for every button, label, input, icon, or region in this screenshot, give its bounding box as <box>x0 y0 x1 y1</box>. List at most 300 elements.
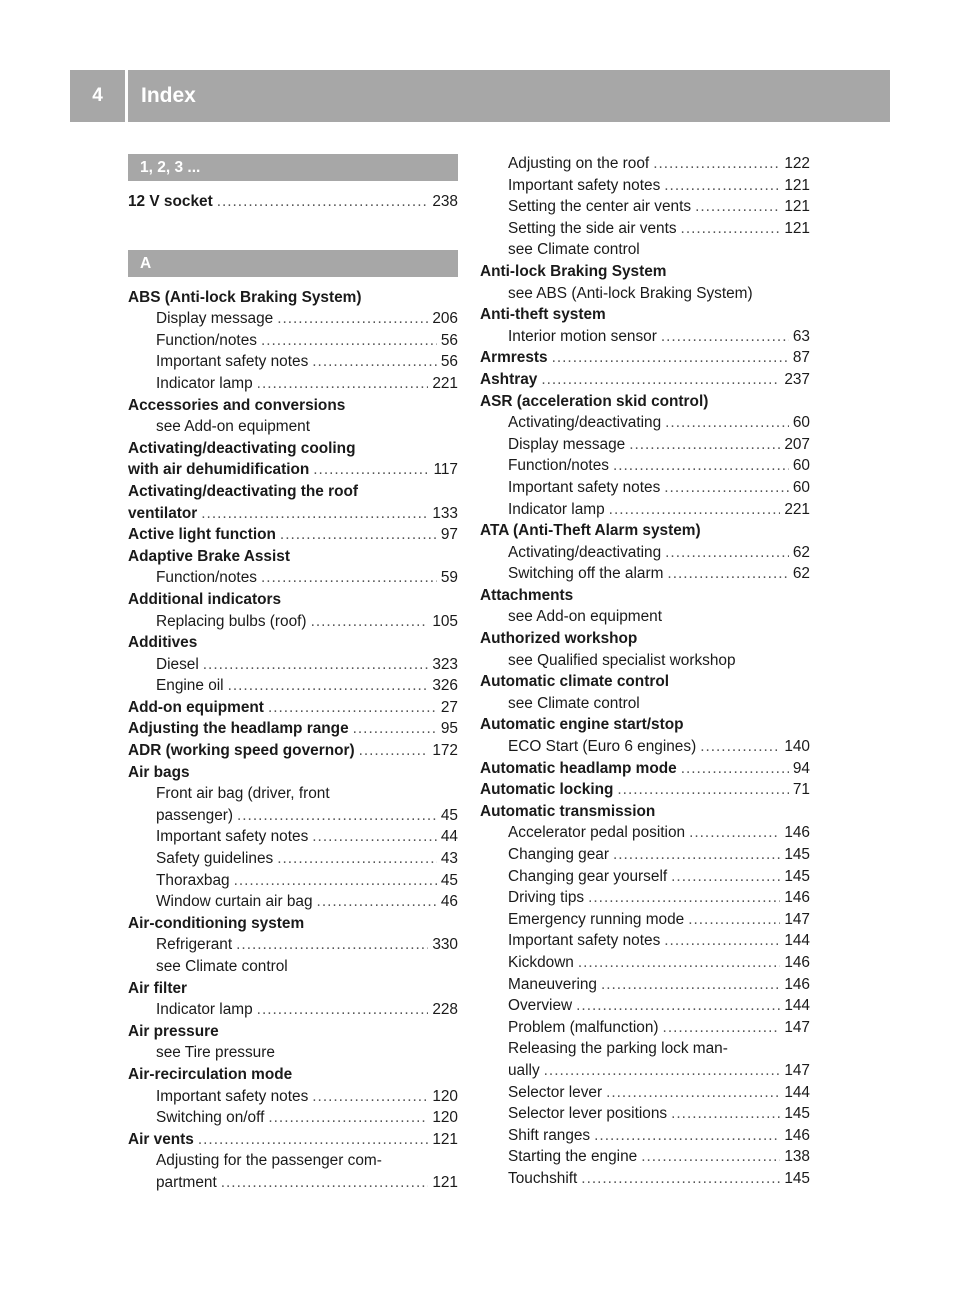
index-entry <box>128 524 458 546</box>
index-entry <box>480 628 810 650</box>
page-reference: 237 <box>784 370 810 388</box>
index-subentry <box>480 499 810 521</box>
dot-leader <box>606 1082 780 1104</box>
index-subentry <box>128 999 458 1021</box>
index-subentry <box>480 412 810 434</box>
entry-text: Shift ranges <box>508 1126 591 1144</box>
entry-text: see Add-on equipment <box>508 608 663 626</box>
entry-text: see Add-on equipment <box>156 418 311 436</box>
page-reference: 60 <box>792 414 810 432</box>
entry-text: Starting the engine <box>508 1148 638 1166</box>
entry-text: Important safety notes <box>508 932 661 950</box>
entry-text: Armrests <box>480 349 548 367</box>
index-subentry <box>480 1168 810 1190</box>
entry-text: Anti-lock Braking System <box>480 262 667 280</box>
page-reference: 120 <box>432 1109 458 1127</box>
entry-text: 12 V socket <box>128 193 213 210</box>
entry-text: Automatic climate control <box>480 673 669 691</box>
header-divider <box>125 70 128 122</box>
entry-text: Maneuvering <box>508 975 597 993</box>
entry-text: Automatic engine start/stop <box>480 716 684 734</box>
page-reference: 145 <box>784 1169 810 1187</box>
page-reference: 146 <box>784 889 810 907</box>
index-entry <box>128 740 458 762</box>
entry-text: ATA (Anti-Theft Alarm system) <box>480 522 701 540</box>
index-subentry <box>128 330 458 352</box>
entry-text: Safety guidelines <box>156 850 274 868</box>
index-entry <box>480 261 810 283</box>
index-subentry <box>480 1146 810 1168</box>
page-reference: 140 <box>784 738 810 756</box>
dot-leader <box>313 459 429 481</box>
index-subentry <box>480 1060 810 1082</box>
dot-leader <box>695 196 780 218</box>
entry-text: ASR (acceleration skid control) <box>480 392 709 410</box>
dot-leader <box>257 999 429 1021</box>
page-reference: 62 <box>792 543 810 561</box>
index-entry <box>128 438 458 460</box>
dot-leader <box>201 503 428 525</box>
index-entry <box>480 585 810 607</box>
index-entry <box>480 347 810 369</box>
page-reference: 144 <box>784 932 810 950</box>
dot-leader <box>664 175 780 197</box>
dot-leader <box>576 995 780 1017</box>
entry-text: Ashtray <box>480 370 538 388</box>
entry-text: Diesel <box>156 655 199 673</box>
dot-leader <box>613 844 780 866</box>
index-entry <box>480 391 810 413</box>
entry-text: Indicator lamp <box>156 1001 253 1019</box>
index-subentry <box>480 239 810 261</box>
dot-leader <box>688 909 780 931</box>
dot-leader <box>617 779 788 801</box>
index-subentry <box>480 196 810 218</box>
page-reference: 60 <box>792 478 810 496</box>
index-subentry <box>128 805 458 827</box>
page-reference: 63 <box>792 327 810 345</box>
dot-leader <box>663 1017 781 1039</box>
entry-text: Selector lever <box>508 1083 603 1101</box>
page-reference: 330 <box>432 936 458 954</box>
page-reference: 133 <box>432 504 458 522</box>
entry-text: Activating/deactivating the roof <box>128 482 359 500</box>
page-reference: 94 <box>792 759 810 777</box>
index-subentry <box>480 887 810 909</box>
entry-text: Important safety notes <box>508 478 661 496</box>
index-subentry <box>480 1038 810 1060</box>
index-subentry <box>480 477 810 499</box>
entry-text: Thoraxbag <box>156 871 230 889</box>
dot-leader <box>544 1060 781 1082</box>
entry-text: Attachments <box>480 586 574 604</box>
index-subentry <box>480 866 810 888</box>
page-reference: 121 <box>784 198 810 216</box>
page-reference: 45 <box>440 806 458 824</box>
index-entry <box>480 779 810 801</box>
dot-leader <box>588 887 780 909</box>
page-reference: 44 <box>440 828 458 846</box>
page-reference: 59 <box>440 569 458 587</box>
entry-text: Air bags <box>128 763 190 781</box>
page-reference: 60 <box>792 457 810 475</box>
entry-text: ventilator <box>128 504 198 522</box>
page-reference: 147 <box>784 1018 810 1036</box>
entry-text: Automatic headlamp mode <box>480 759 677 777</box>
entry-text: Selector lever positions <box>508 1105 668 1123</box>
entry-text: Interior motion sensor <box>508 327 657 345</box>
dot-leader <box>661 326 789 348</box>
index-subentry <box>128 1150 458 1172</box>
page-reference: 45 <box>440 871 458 889</box>
entry-text: partment <box>156 1173 217 1191</box>
entry-text: see Tire pressure <box>156 1044 275 1062</box>
dot-leader <box>641 1146 780 1168</box>
index-subentry <box>480 736 810 758</box>
page-reference: 207 <box>784 435 810 453</box>
dot-leader <box>277 308 428 330</box>
page-reference: 95 <box>440 720 458 738</box>
dot-leader <box>671 866 780 888</box>
index-entry <box>128 481 458 503</box>
dot-leader <box>237 805 437 827</box>
index-entry <box>480 304 810 326</box>
index-subentry <box>128 826 458 848</box>
index-entry <box>128 191 458 213</box>
dot-leader <box>541 369 780 391</box>
entry-text: ADR (working speed governor) <box>128 742 355 760</box>
page-reference: 146 <box>784 824 810 842</box>
page-reference: 87 <box>792 349 810 367</box>
index-subentry <box>480 606 810 628</box>
page-reference: 120 <box>432 1087 458 1105</box>
index-subentry <box>480 326 810 348</box>
page-reference: 145 <box>784 1105 810 1123</box>
index-entry <box>128 589 458 611</box>
page-reference: 146 <box>784 975 810 993</box>
entry-text: ABS (Anti-lock Braking System) <box>128 288 362 306</box>
page-reference: 144 <box>784 997 810 1015</box>
dot-leader <box>257 373 429 395</box>
entry-text: Window curtain air bag <box>156 893 313 911</box>
index-entry <box>480 520 810 542</box>
page-reference: 238 <box>432 193 458 210</box>
index-entry <box>128 459 458 481</box>
entry-text: see Climate control <box>156 958 288 975</box>
index-subentry <box>480 1082 810 1104</box>
index-subentry <box>480 1103 810 1125</box>
index-entry <box>128 762 458 784</box>
page-reference: 121 <box>784 219 810 237</box>
index-subentry <box>480 952 810 974</box>
page-reference: 147 <box>784 910 810 928</box>
entry-text: Automatic locking <box>480 781 614 799</box>
index-subentry <box>480 693 810 715</box>
dot-leader <box>700 736 780 758</box>
index-entry <box>128 913 458 935</box>
entry-text: see ABS (Anti-lock Braking System) <box>508 284 753 302</box>
dot-leader <box>228 675 429 697</box>
index-entry <box>128 1021 458 1043</box>
index-entry <box>480 758 810 780</box>
page-reference: 43 <box>440 850 458 868</box>
index-subentry <box>128 675 458 697</box>
dot-leader <box>280 524 437 546</box>
index-subentry <box>480 844 810 866</box>
entry-text: Engine oil <box>156 677 224 695</box>
dot-leader <box>667 563 788 585</box>
index-subentry <box>480 650 810 672</box>
dot-leader <box>681 758 789 780</box>
entry-text: Switching off the alarm <box>508 565 664 583</box>
entry-text: Important safety notes <box>508 176 661 194</box>
entry-text: Active light function <box>128 526 276 544</box>
entry-text: Switching on/off <box>156 1109 265 1127</box>
page-reference: 56 <box>440 353 458 371</box>
entry-text: Important safety notes <box>156 828 309 846</box>
dot-leader <box>653 153 780 175</box>
dot-leader <box>236 934 428 956</box>
entry-text: Add-on equipment <box>128 698 264 716</box>
entry-text: Overview <box>508 997 573 1015</box>
page-reference: 323 <box>432 655 458 673</box>
index-subentry <box>480 455 810 477</box>
entry-text: Air-conditioning system <box>128 914 305 932</box>
entry-text: Accelerator pedal position <box>508 824 686 842</box>
section-header: 1, 2, 3 ... <box>128 154 458 181</box>
index-entry <box>480 671 810 693</box>
dot-leader <box>671 1103 780 1125</box>
page-reference: 326 <box>432 677 458 695</box>
entry-text: ually <box>508 1061 540 1079</box>
index-subentry <box>480 218 810 240</box>
index-subentry <box>480 1017 810 1039</box>
dot-leader <box>268 697 437 719</box>
dot-leader <box>613 455 789 477</box>
entry-text: see Qualified specialist workshop <box>508 651 736 669</box>
entry-text: Air vents <box>128 1130 194 1148</box>
page-reference: 146 <box>784 953 810 971</box>
index-subentry <box>128 1086 458 1108</box>
dot-leader <box>578 952 780 974</box>
entry-text: Touchshift <box>508 1169 578 1187</box>
entry-text: Replacing bulbs (roof) <box>156 612 307 630</box>
dot-leader <box>609 499 781 521</box>
index-subentry <box>128 416 458 438</box>
index-subentry <box>128 1042 458 1064</box>
index-subentry <box>128 848 458 870</box>
dot-leader <box>312 1086 428 1108</box>
dot-leader <box>581 1168 780 1190</box>
index-entry <box>480 369 810 391</box>
entry-text: Activating/deactivating <box>508 414 662 432</box>
entry-text: Authorized workshop <box>480 630 638 648</box>
entry-text: ECO Start (Euro 6 engines) <box>508 738 697 756</box>
dot-leader <box>203 654 429 676</box>
entry-text: see Climate control <box>508 694 640 712</box>
dot-leader <box>234 870 437 892</box>
entry-text: Front air bag (driver, front <box>156 785 330 803</box>
page-reference: 221 <box>784 500 810 518</box>
index-subentry <box>128 654 458 676</box>
entry-text: Kickdown <box>508 953 574 971</box>
dot-leader <box>552 347 789 369</box>
index-subentry <box>480 930 810 952</box>
entry-text: Problem (malfunction) <box>508 1018 659 1036</box>
dot-leader <box>359 740 429 762</box>
index-subentry <box>480 995 810 1017</box>
index-subentry <box>480 283 810 305</box>
page-reference: 121 <box>432 1130 458 1148</box>
index-subentry <box>128 351 458 373</box>
dot-leader <box>217 191 429 213</box>
entry-text: passenger) <box>156 806 233 824</box>
entry-text: Function/notes <box>508 457 609 475</box>
entry-text: Setting the side air vents <box>508 219 677 237</box>
index-subentry <box>128 1172 458 1194</box>
index-subentry <box>480 153 810 175</box>
entry-text: Refrigerant <box>156 936 233 954</box>
index-subentry <box>128 611 458 633</box>
index-subentry <box>480 974 810 996</box>
index-entry <box>128 978 458 1000</box>
entry-text: Function/notes <box>156 331 257 349</box>
page-reference: 121 <box>432 1173 458 1191</box>
page-reference: 147 <box>784 1061 810 1079</box>
entry-text: Adjusting on the roof <box>508 155 650 172</box>
index-entry <box>128 697 458 719</box>
dot-leader <box>277 848 437 870</box>
page-reference: 228 <box>432 1001 458 1019</box>
entry-text: Setting the center air vents <box>508 198 692 216</box>
index-entry <box>480 714 810 736</box>
dot-leader <box>261 330 437 352</box>
page-reference: 62 <box>792 565 810 583</box>
index-entry <box>128 1129 458 1151</box>
entry-text: Air-recirculation mode <box>128 1065 293 1083</box>
page-reference: 117 <box>433 461 458 479</box>
index-entry <box>128 395 458 417</box>
dot-leader <box>312 826 437 848</box>
entry-text: Additional indicators <box>128 590 282 608</box>
dot-leader <box>629 434 780 456</box>
entry-text: Important safety notes <box>156 353 309 371</box>
entry-text: Display message <box>156 310 274 328</box>
page-title: Index <box>141 84 196 107</box>
entry-text: Accessories and conversions <box>128 396 346 414</box>
index-subentry <box>128 934 458 956</box>
dot-leader <box>665 412 789 434</box>
page-reference: 144 <box>784 1083 810 1101</box>
index-subentry <box>128 956 458 978</box>
index-entry <box>128 503 458 525</box>
entry-text: see Climate control <box>508 241 640 259</box>
entry-text: Emergency running mode <box>508 910 685 928</box>
page-reference: 146 <box>784 1126 810 1144</box>
index-entry <box>128 632 458 654</box>
index-entry <box>128 287 458 309</box>
dot-leader <box>601 974 780 996</box>
index-subentry <box>480 542 810 564</box>
index-subentry <box>128 308 458 330</box>
page-reference: 105 <box>432 612 458 630</box>
dot-leader <box>353 718 437 740</box>
entry-text: Additives <box>128 634 198 652</box>
entry-text: Anti-theft system <box>480 306 606 324</box>
page-reference: 145 <box>784 846 810 863</box>
page-reference: 71 <box>792 781 810 799</box>
entry-text: Changing gear yourself <box>508 867 668 885</box>
index-entry <box>128 546 458 568</box>
page-reference: 27 <box>440 698 458 716</box>
entry-text: Changing gear <box>508 846 609 863</box>
entry-text: Indicator lamp <box>156 374 253 392</box>
page-reference: 172 <box>432 742 458 760</box>
index-subentry <box>480 822 810 844</box>
index-subentry <box>480 175 810 197</box>
index-subentry <box>480 1125 810 1147</box>
entry-text: Air pressure <box>128 1022 219 1040</box>
entry-text: Function/notes <box>156 569 257 587</box>
dot-leader <box>317 891 437 913</box>
page-reference: 206 <box>432 310 458 328</box>
page-reference: 138 <box>784 1148 810 1166</box>
dot-leader <box>681 218 781 240</box>
page-reference: 56 <box>440 331 458 349</box>
index-subentry <box>480 563 810 585</box>
dot-leader <box>665 542 789 564</box>
index-subentry <box>128 567 458 589</box>
page-reference: 122 <box>784 155 810 172</box>
dot-leader <box>311 611 429 633</box>
page-reference: 97 <box>440 526 458 544</box>
entry-text: Indicator lamp <box>508 500 605 518</box>
index-subentry <box>480 434 810 456</box>
dot-leader <box>594 1125 780 1147</box>
index-entry <box>128 718 458 740</box>
dot-leader <box>664 477 789 499</box>
index-subentry <box>128 783 458 805</box>
page-reference: 221 <box>432 374 458 392</box>
entry-text: Activating/deactivating cooling <box>128 439 356 457</box>
entry-text: Display message <box>508 435 626 453</box>
page-reference: 46 <box>440 893 458 911</box>
dot-leader <box>198 1129 428 1151</box>
entry-text: Air filter <box>128 979 188 997</box>
entry-text: Automatic transmission <box>480 802 656 820</box>
index-column-right <box>480 153 810 1190</box>
entry-text: Releasing the parking lock man- <box>508 1040 728 1058</box>
dot-leader <box>312 351 437 373</box>
entry-text: Adaptive Brake Assist <box>128 547 290 565</box>
dot-leader <box>261 567 437 589</box>
page-reference: 121 <box>784 176 810 194</box>
index-subentry <box>480 909 810 931</box>
section-header: A <box>128 250 458 277</box>
dot-leader <box>689 822 780 844</box>
dot-leader <box>664 930 780 952</box>
entry-text: Driving tips <box>508 889 585 907</box>
index-subentry <box>128 891 458 913</box>
dot-leader <box>268 1107 428 1129</box>
index-subentry <box>128 1107 458 1129</box>
index-subentry <box>128 373 458 395</box>
index-subentry <box>128 870 458 892</box>
entry-text: Adjusting for the passenger com- <box>156 1152 382 1170</box>
page-number: 4 <box>92 85 103 106</box>
page-reference: 145 <box>784 867 810 885</box>
entry-text: Adjusting the headlamp range <box>128 720 349 738</box>
